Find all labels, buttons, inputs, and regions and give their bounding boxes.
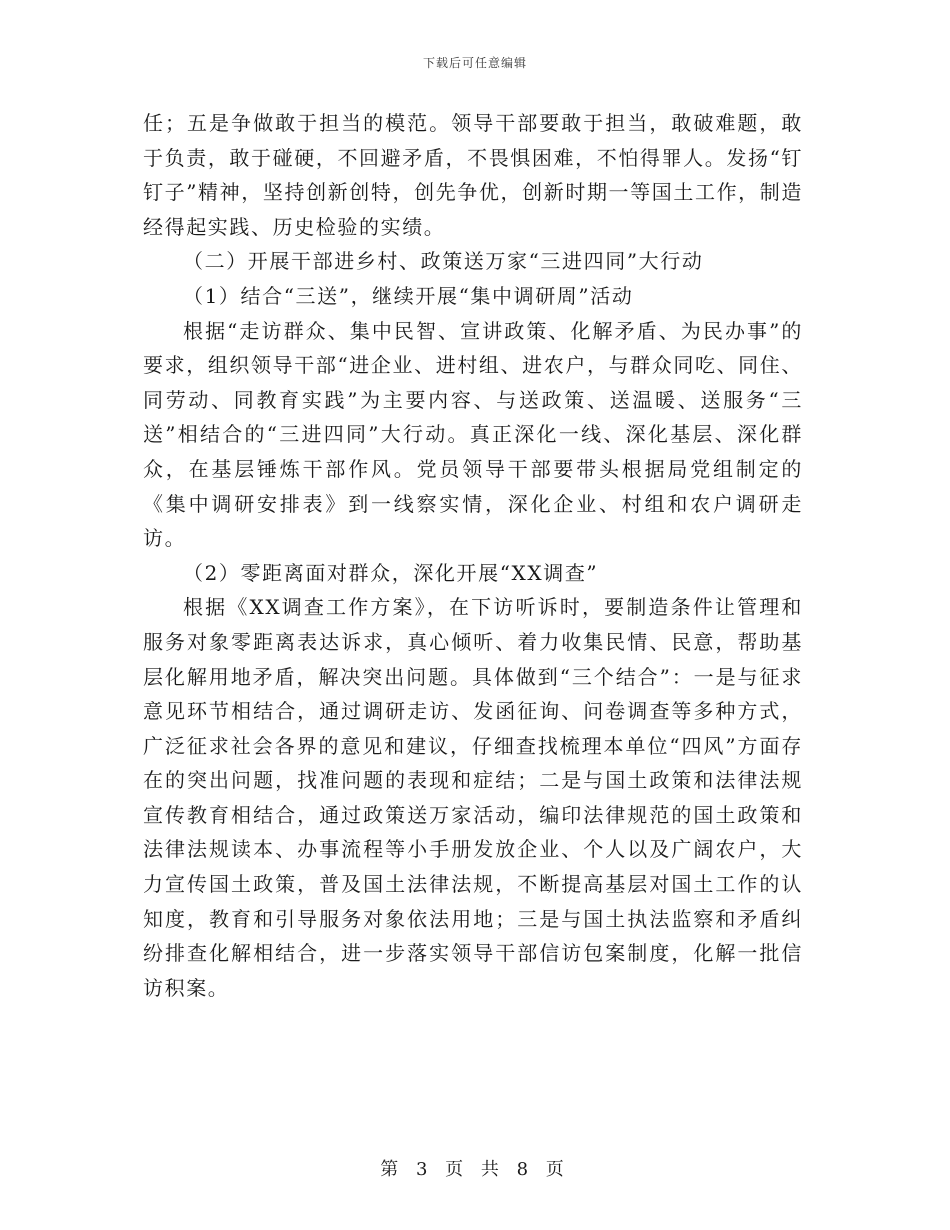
page-header: 下载后可任意编辑 (422, 56, 527, 70)
section-heading-two: （二）开展干部进乡村、政策送万家“三进四同”大行动 (183, 249, 704, 274)
subsection-heading-1: （1）结合“三送”，继续开展“集中调研周”活动 (183, 283, 634, 308)
subsection-heading-2: （2）零距离面对群众，深化开展“XX调查” (183, 560, 599, 585)
paragraph-continuation: 任；五是争做敢于担当的模范。领导干部要敢于担当，敢破难题，敢于负责，敢于碰硬，不回避矛盾，不畏惧困难，不怕得罪人。发扬“钉钉子”精神，坚持创新创特，创先争优，创新时期一等国土工作，制造经得起实践、历史检验的实绩。 (143, 111, 803, 239)
paragraph-survey: 根据《XX调查工作方案》，在下访听诉时，要制造条件让管理和服务对象零距离表达诉求，真心倾听、着力收集民情、民意，帮助基层化解用地矛盾，解决突出问题。具体做到“三个结合”：一是与征求意见环节相结合，通过调研走访、发函征询、问卷调查等多种方式，广泛征求社会各界的意见和建议，仔细查找梳理本单位“四风”方面存在的突出问题，找准问题的表现和症结；二是与国土政策和法律法规宣传教育相结合，通过政策送万家活动，编印法律规范的国土政策和法律法规读本、办事流程等小手册发放企业、个人以及广阔农户，大力宣传国土政策，普及国土法律法规，不断提高基层对国土工作的认知度，教育和引导服务对象依法用地；三是与国土执法监察和矛盾纠纷排查化解相结合，进一步落实领导干部信访包案制度，化解一批信访积案。 (143, 595, 803, 1000)
document-body (143, 106, 803, 1005)
page-number-footer: 第 3 页 共 8 页 (380, 1159, 570, 1180)
paragraph-research-week: 根据“走访群众、集中民智、宣讲政策、化解矛盾、为民办事”的要求，组织领导干部“进企业、进村组、进农户，与群众同吃、同住、同劳动、同教育实践”为主要内容、与送政策、送温暖、送服务“三送”相结合的“三进四同”大行动。真正深化一线、深化基层、深化群众，在基层锤炼干部作风。党员领导干部要带头根据局党组制定的《集中调研安排表》到一线察实情，深化企业、村组和农户调研走访。 (143, 318, 803, 551)
